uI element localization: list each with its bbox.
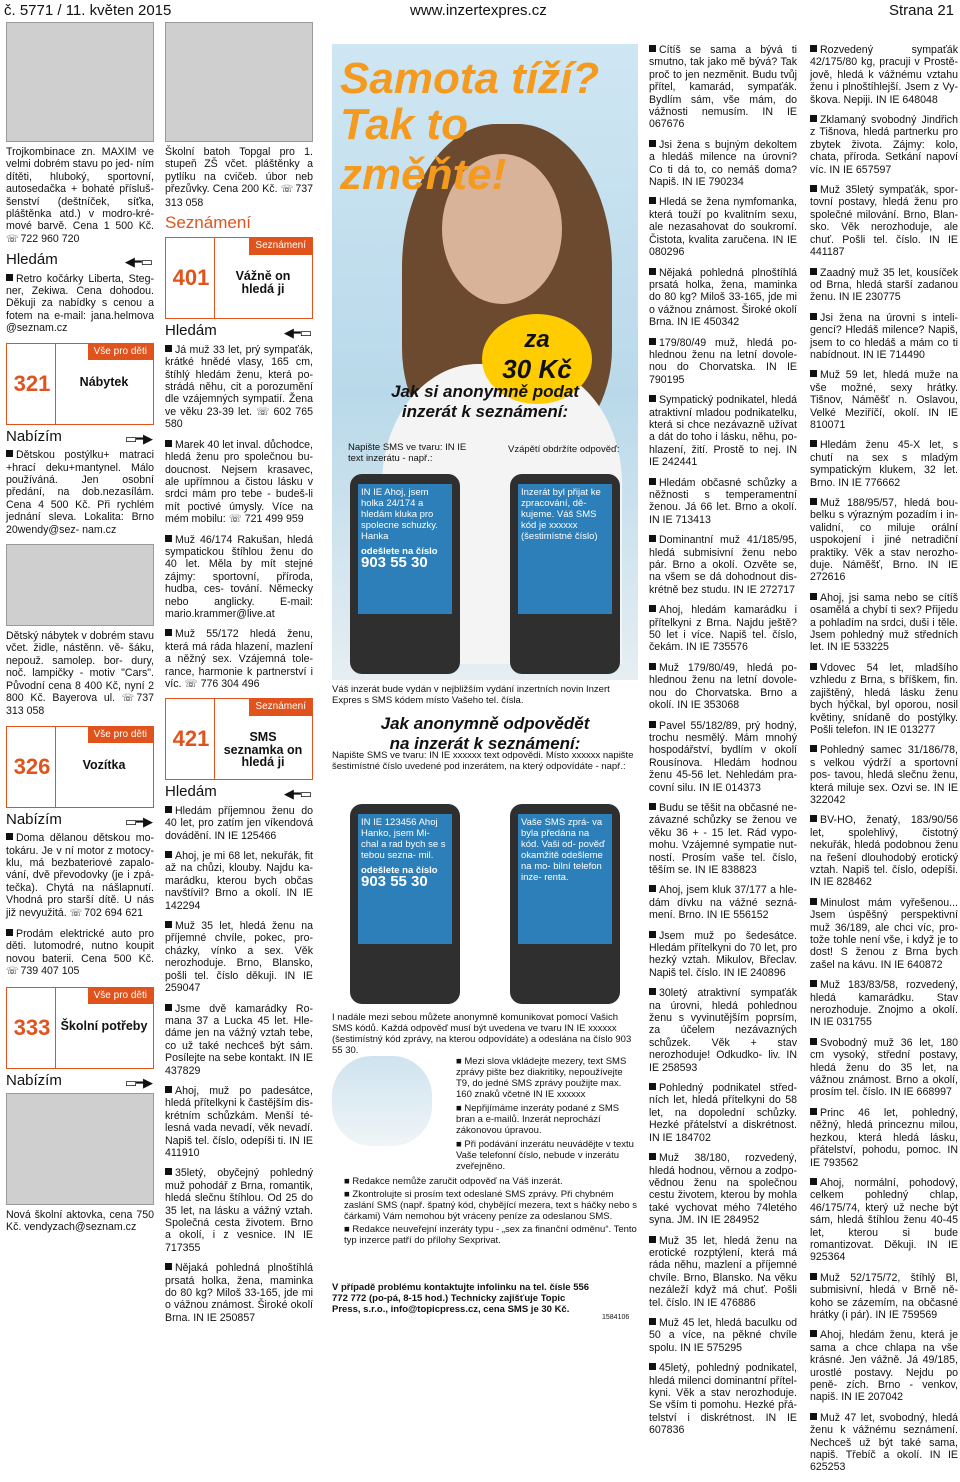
page-header — [0, 0, 960, 22]
arrow-left-icon: ◀━▭ — [283, 325, 311, 341]
furniture-photo — [6, 544, 154, 626]
website-url[interactable]: www.inzertexpres.cz — [410, 2, 547, 19]
rules-list-b: ■ Redakce nemůže zaručit odpověď na Váš inzerát. ■ Zkontrolujte si prosím text odeslané SMS zprávy. Při chybném zaslání SMS (např. špatný kód, chybějící mezera, text s háčky nebo s čárkami) Vám nemohou být vráceny peníze za odeslanou SMS. ■ Redakce neuveřejní inzeráty typu - „sex za finanční odměnu“. Tento typ inzerce patří do přílohy Sexprivat. — [344, 1176, 638, 1246]
ad-kart: Doma dělanou dětskou mo- tokáru. Je v ní motor z motocy- klu, má bezbateriové zapalo- vání, dvě převodovky (je i zpá- tečka). Chytá na nášlapnutí. Vhodná pro starší dítě. U nás již nevyužitá. ☏ 702 694 621 — [6, 832, 154, 919]
column-1 — [6, 30, 154, 1242]
backpack-photo — [165, 22, 313, 142]
rules-photo — [332, 1056, 432, 1146]
personal-ad: Muž 38/180, rozvedený, hledá hodnou, věrnou a zodpo- vědnou ženu na společnou cestu životem, kterou by mohla také vychovat mého 74letého syna. JM. IN IE 284952 — [649, 1152, 797, 1227]
section-hledam-421: Hledám ◀━▭ — [165, 783, 311, 802]
column-4 — [649, 44, 797, 1445]
section-hledam: Hledám ◀━▭ — [6, 251, 152, 270]
personal-ad: Pohledný podnikatel střed- ních let, hledá přítelkyni do 58 let, na dopolední schůzky. Hezké přátelství a diskrétnost. IN IE 184702 — [649, 1082, 797, 1144]
personal-ad: Marek 40 let inval. důchodce, hledá ženu pro společnou bu- doucnost. Nejsem krasavec, ale upřímnou a čistou lásku v srdci mám pro tebe - budeš-li mít poctivé úmysly. Více na mém mobilu: ☏ 721 499 959 — [165, 438, 313, 526]
phone-icon: ☏ — [6, 233, 19, 245]
personal-ad: Muž 47 let, svobodný, hledá ženu k vážnému seznámení. Nechceš už být také sama, napiš. Třebíč a okolí. IN IE 625253 — [810, 1411, 958, 1474]
personal-ad: Muž 55/172 hledá ženu, která má ráda hlazení, mazlení a něžný sex. Vzájemná tole- rance, harmonie k partnerství i víc. ☏ 776 304 496 — [165, 628, 313, 690]
personal-ad: Muž 183/83/58, rozvedený, hledá kamarádku. Stav nerozhoduje. Znojmo a okolí. IN IE 031755 — [810, 979, 958, 1029]
personal-ad: BV-HO, ženatý, 183/90/56 let, spolehlivý, čistotný nekuřák, hledá podobnou ženu na řešení dlouhodobý erotický vztah. Napiš tel. číslo, odepíši. IN IE 828462 — [810, 814, 958, 889]
personal-ad: Zaadný muž 35 let, kousíček od Brna, hledá starší zadanou ženu. IN IE 230775 — [810, 266, 958, 304]
stroller-photo — [6, 22, 154, 142]
personal-ad: Muž 35 let, hledá ženu na erotické rozptýlení, která má ráda něhu, mazlení a příjemné chvíle. Brno, Blansko. Na věku nezáleží když má chuť. Pošli tel. číslo. IN IE 476886 — [649, 1234, 797, 1309]
personal-ad: Jsi žena s bujným dekoltem a hledáš milence na úrovni? Co ti dá to, co nemáš doma? Napiš. IN IE 790234 — [649, 138, 797, 189]
page-number: Strana 21 — [888, 2, 954, 19]
infoline-footer: V případě problému kontaktujte infolinku na tel. čísle 556 772 772 (po-pá, 8-15 hod.) Technicky zajišťuje Topic Press, s.r.o., info@topicpress.cz, cena SMS je 30 Kč. — [332, 1282, 590, 1315]
section-hledam-401: Hledám ◀━▭ — [165, 322, 311, 341]
personal-ad: Muž 46/174 Rakušan, hledá sympatickou štíhlou ženu do 40 let. Měla by mít stejné zájmy: sportovní, příroda, hudba, ces- tování. Německy nebo anglicky. E-mail: mario.krammer@live.at — [165, 533, 313, 620]
personal-ad: Ahoj, normální, pohodový, celkem pohledný chlap, 46/175/74, který už neche být sám, hledá štíhlou ženu 40-45 let, kterou si bude romantizovat. Děkuji. IN IE 925364 — [810, 1176, 958, 1264]
personal-ad: Rozvedený sympaťák 42/175/80 kg, pracuji v Prostě- jově, hledá k vážnému vztahu ženu i plnoštíhlejší. Jsem z Vy- škova. Nepiji. IN IE 648048 — [810, 44, 958, 106]
personal-ad: Ahoj, hledám ženu, která je sama a chce chlapa na vše krásné. Jen vážně. Já 49/185, urostlé postavy. Nejdu po peně- zích. Brno - venkov, napiš. IN IE 207042 — [810, 1329, 958, 1404]
promo-title-2: Tak to změňte! — [340, 100, 507, 199]
reply-instruction: Vzápětí obdržíte odpověď: — [508, 444, 620, 455]
price-badge: za 30 Kč — [482, 314, 592, 404]
personal-ad: Muž 188/95/57, hledá bou- belku s výrazným pozadím i in- validní, co miluje orální uspokojení i jiné netradiční praktiky. Věk a stav nerozho- duje. Náměšť, Brno. IN IE 272616 — [810, 497, 958, 584]
rules-list-a: ■ Mezi slova vkládejte mezery, text SMS zprávy pište bez diakritiky, nepoužívejte T9, do jedné SMS zprávy použijte max. 160 znaků včetně IN IE xxxxxx ■ Nepřijímáme inzeráty podané z SMS bran a e-mailů. Inzerát neprochází zákonovou úpravou. ■ Při podávání inzerátu neuvádějte v textu Vaše telefonní číslo, nebude v inzerátu zveřejněno. — [456, 1056, 634, 1172]
personal-ad: Budu se těšit na občasné ne- závazné schůzky se ženou ve věku 36 + - 15 let. Rád vypo- mohu. Vzájemné sympatie nut- ností. Prosím vaše tel. číslo, těším se. IN IE 838823 — [649, 801, 797, 876]
personal-ad: Svobodný muž 36 let, 180 cm vysoký, střední postavy, hledá ženu do 35 let, na vážnou známost. Brno a okolí, prosím tel. číslo. IN IE 668997 — [810, 1036, 958, 1099]
category-box-333: 333 Vše pro děti Školní potřeby — [6, 987, 154, 1069]
personal-ad: Ahoj, muž po padesátce, hledá přítelkyni k častějším dis- krétním schůzkám. Menší té- lesná vada nevadí, věk nevadí. Napiš tel. číslo, odepíši ti. IN IE 411910 — [165, 1084, 313, 1159]
personal-ad: Muž 35 let, hledá ženu na příjemné chvíle, pokec, pro- cházky, vínko a sex. Věk nerozhoduje. Brno, Blansko, pošli tel. číslo děkuji. IN IE 259047 — [165, 920, 313, 995]
category-box-326: 326 Vše pro děti Vozítka — [6, 726, 154, 808]
personal-ad: 35letý, obyčejný pohledný muž pohodář z Brna, romantik, hledá slečnu štíhlou. Od 25 do 35 let, na lásku a vážný vztah. Společná cesta životem. Brno a okolí, i z vesnice. IN IE 717355 — [165, 1167, 313, 1254]
ad-electric-car: Prodám elektrické auto pro děti. lutomodré, nutno koupit novou baterii. Cena 500 Kč. ☏ 739 407 105 — [6, 928, 154, 978]
personal-ad: Hledám občasné schůzky a něžnosti s temperamentní ženou. Já 66 let. Brno a okolí. IN IE 713413 — [649, 476, 797, 526]
section-title-seznameni: Seznámení — [165, 213, 251, 233]
personal-ad: Hledám příjemnou ženu do 40 let, pro zatím jen víkendová dovádění. IN IE 125466 — [165, 804, 313, 842]
personal-ad: Pohledný samec 31/186/78, s velkou výdrží a sportovní pos- tavou, hledá slečnu ženu, která miluje sex. Ozvi se. IN IE 322042 — [810, 744, 958, 806]
personal-ad: Pavel 55/182/89, prý hodný, trochu nesmělý. Mám mnohý hospodářství, bydlím v okolí Rousínova. Hledám hodnou ženu 45-56 let. Nehledám pra- covní silu. IN IE 014373 — [649, 719, 797, 794]
personal-ad: 30letý atraktivní sympaťák na úrovni, hledá pohlednou ženu s vyvinutějším poprsím, za účelem nezávazných schůzek. Věk + stav nerozhoduje! Odkudko- liv. IN IE 258593 — [649, 987, 797, 1074]
personal-ad: Princ 46 let, pohledný, něžný, hledá princeznu milou, hezkou, která hledá lásku, přátelství, pohodu, pomoc. IN IE 793562 — [810, 1106, 958, 1169]
category-box-401: 401 Seznámení Vážně on hledá ji — [165, 237, 313, 319]
issue-number: č. 5771 / 11. květen 2015 — [4, 2, 172, 19]
how-to-post-title: Jak si anonymně podat inzerát k seznámení: — [391, 382, 579, 421]
publish-note: Váš inzerát bude vydán v nejbližším vydání inzertních novin Inzert Expres s SMS kódem místo Vašeho tel. čísla. — [332, 684, 610, 706]
personal-ad: Jsi žena na úrovni s inteli- gencí? Hledáš milence? Napiš, jsem to co hledáš a mám co ti nabídnout. IN IE 714490 — [810, 311, 958, 361]
personal-ad: Hledám ženu 45-X let, s chutí na sex s mladým sympatickým klukem, 32 let. Brno. IN IE 776662 — [810, 439, 958, 489]
phone-mockup-4: Vaše SMS zprá- va byla předána na kód. Vaši od- pověď okamžitě odešleme na mo- bilní telefon inze- renta. — [510, 804, 620, 1004]
arrow-right-icon: ▭━▶ — [124, 1074, 152, 1090]
arrow-left-icon: ◀━▭ — [124, 254, 152, 270]
post-instruction: Napište SMS ve tvaru: IN IE text inzerátu - např.: — [348, 442, 467, 464]
personal-ad: Cítíš se sama a bývá ti smutno, tak jako mě bývá? Tak proč to jen nezměnit. Budu tvůj přítel, kamarád, sympaťák. Bydlím sám, vše mám, do vážnosti nemusím. IN IE 067676 — [649, 44, 797, 131]
ad-crib: Dětskou postýlku+ matraci +hrací deku+mantynel. Málo používáná. Jen osobní předání, na dob.nezasílám. Cena 4 500 Kč. Při rychlém jednání sleva. Lokalita: Brno 20wendy@sez- nam.cz — [6, 449, 154, 536]
section-nabizim-3: Nabízím ▭━▶ — [6, 1071, 152, 1090]
category-box-421: 421 Seznámení SMS seznamka on hledá ji — [165, 698, 313, 780]
arrow-right-icon: ▭━▶ — [124, 813, 152, 829]
personal-ad: Minulost mám vyřešenou... Jsem úspěšný perspektivní muž 36/189, ale chci víc, pro- tože tohle není vše, i když je to dost! S ženou z Brna bych zašel na kávu. IN IE 640872 — [810, 896, 958, 971]
category-box-321: 321 Vše pro děti Nábytek — [6, 343, 154, 425]
reply-how-text: Napište SMS ve tvaru: IN IE xxxxxx text odpovědi. Místo xxxxxx napište šestimístné číslo uvedené pod inzerátem, na který odpovídáte - např.: — [332, 750, 634, 772]
phone-mockup-3: IN IE 123456 Ahoj Hanko, jsem Mi- chal a rad bych se s tebou sezna- mil. odešlete na číslo 903 55 30 — [350, 804, 460, 1004]
personal-ad: Nějaká pohledná plnoštíhlá prsatá holka, žena, maminka do 80 kg? Miloš 33-165, jde mi o vážnou známost. Široké okolí Brna. IN IE 450342 — [649, 266, 797, 329]
phone-mockup-1: IN IE Ahoj, jsem holka 24/174 a hledám kluka pro spolecne schuzky. Hanka odešlete na číslo 903 55 30 — [350, 474, 460, 674]
column-5 — [810, 44, 958, 1482]
personal-ad: Nějaká pohledná plnoštíhlá prsatá holka, žena, maminka do 80 kg? Miloš 33-165, jde mi o vážnou známost. Široké okolí Brna. IN IE 250857 — [165, 1262, 313, 1324]
personal-ad: Muž 59 let, hledá muže na vše možné, sexy hrátky. Tišnov, Náměšť n. Oslavou, Velké Meziříčí, okolí. IN IE 810071 — [810, 369, 958, 431]
column-2 — [165, 30, 313, 1332]
personal-ad: Vdovec 54 let, mladšího vzhledu z Brna, s bříškem, fin. zajištěný, hledá lásku ženu bych hýčkal, byl oporou, nosil květiny, snídaně do postýlky. Pošli telefon. IN IE 013277 — [810, 661, 958, 736]
personal-ad: Ahoj, jsi sama nebo se cítíš osamělá a chybí ti sex? Přijedu a pohladím na srdci, duši i těle. Jsem pohledný muž středních let. IN IE 533225 — [810, 591, 958, 654]
ad-school-bag: Nová školní aktovka, cena 750 Kč. vendyzach@seznam.cz — [6, 1209, 154, 1234]
arrow-right-icon: ▭━▶ — [124, 430, 152, 446]
phone-mockup-2: Inzerát byl přijat ke zpracování, dě- kujeme. Váš SMS kód je xxxxxx (šestimístné číslo) — [510, 474, 620, 674]
personal-ad: 179/80/49 muž, hledá po- hlednou ženu na letní dovole- nou do Chorvatska. IN IE 790195 — [649, 336, 797, 386]
personal-ad: Muž 52/175/72, štíhlý Bl, submisivní, hledá v Brně ně- koho se zázemím, na občasné hrátky (i pár). IN IE 759569 — [810, 1271, 958, 1321]
section-nabizim: Nabízím ▭━▶ — [6, 427, 152, 446]
personal-ad: Ahoj, je mi 68 let, nekuřák, fit až na chůzi, klouby. Najdu ka- marádku, kterou bych občas navštívil? Brno a okolí. IN IE 142294 — [165, 850, 313, 912]
personal-ad: Dominantní muž 41/185/95, hledá submisivní ženu nebo pár. Brno a okolí. Ozvěte se, na všem se dá dohodnout dis- krétně bez studu. IN IE 272717 — [649, 534, 797, 596]
school-bag-photo — [6, 1093, 154, 1205]
promo-code: 1584106 — [602, 1314, 630, 1321]
personal-ad: Já muž 33 let, prý sympaťák, krátké hnědé vlasy, 165 cm, štíhlý hledám ženu, která po- strádá něhu, cit a porozumění dle vzájemných sympatií. Žena ve věku 23-39 let. ☏ 602 765 580 — [165, 343, 313, 431]
sms-dating-promo — [332, 44, 638, 1326]
personal-ad: Zklamaný svobodný Jindřich z Tišnova, hledá partnerku pro zbytek života. Zájmy: kolo, chata, příroda. Setkání napoví víc. IN IE 657597 — [810, 114, 958, 176]
personal-ad: Muž 179/80/49, hledá po- hlednou ženu na letní dovole- nou do Chorvatska. Brno a okolí. IN IE 353068 — [649, 661, 797, 712]
arrow-left-icon: ◀━▭ — [283, 786, 311, 802]
ad-backpack: Školní batoh Topgal pro 1. stupeň ZŠ včet. pláštěnky a pytlíku na cvičeb. úbor neb přezůvky. Cena 200 Kč. ☏ 737 313 058 — [165, 146, 313, 209]
section-nabizim-2: Nabízím ▭━▶ — [6, 810, 152, 829]
personal-ad: Muž 35letý sympaťák, spor- tovní postavy, hledá ženu pro společné milování. Brno, Blan- sko. Věk nerozhoduje, ale chuť. Pošli tel. číslo. IN IE 441187 — [810, 184, 958, 259]
personal-ad: Hledá se žena nymfomanka, která touží po kvalitním sexu, ale nezasahovat do soukromí. Čistota, kvalita zaručena. IN IE 080296 — [649, 196, 797, 259]
how-to-reply-title: Jak anonymně odpovědět na inzerát k seznámení: — [380, 714, 590, 753]
personal-ad: Ahoj, hledám kamarádku i přítelkyni z Brna. Najdu ještě? 50 let i více. Napiš tel. číslo, čekám. IN IE 735576 — [649, 604, 797, 654]
personal-ad: Jsme dvě kamarádky Ro- mana 37 a Lucka 45 let. Hle- dáme jen na vážný vztah tebe, co už také nechceš být sám. Posílejte na sebe kontakt. IN IE 437829 — [165, 1002, 313, 1077]
ad-retro-strollers: Retro kočárky Liberta, Steg- ner, Zekiwa. Cena dohodou. Děkuji za nabídky s cenou a fotem na e-mail: jana.helmova @seznam.cz — [6, 272, 154, 335]
ad-kids-furniture: Dětský nábytek v dobrém stavu včet. židle, nástěnn. vě- šáku, nepouž. samolep. bor- dury, noč. lampičky - motiv "Cars". Původní cena 8 400 Kč, nyní 2 800 Kč. Bayerova ul. ☏ 737 313 058 — [6, 629, 154, 718]
personal-ad: Ahoj, jsem kluk 37/177 a hle- dám dívku na vážné sezná- mení. Brno. IN IE 556152 — [649, 884, 797, 922]
ad-stroller: Trojkombinace zn. MAXIM ve velmi dobrém stavu po jed- ním dítěti, hluboký, sportovní, autosedačka + bohaté přísluš- šenství (deštníček, síťka, pláštěnka atd.) v modro-kré- mové barvě. Cena 1 500 Kč. ☏ 722 960 720 — [6, 146, 154, 245]
personal-ad: Sympatický podnikatel, hledá atraktivní mladou podnikatelku, která si chce nezávazně užívat a dát do toho i lásku, něhu, po- hlazení, žití. Prostě to nej. IN IE 242441 — [649, 394, 797, 469]
promo-title-1: Samota tíží? — [340, 54, 600, 103]
personal-ad: Jsem muž po šedesátce. Hledám přítelkyni do 70 let, pro hezký vztah. Mikulov, Břeclav. Napiš tel. číslo. IN IE 240896 — [649, 929, 797, 979]
personal-ad: Muž 45 let, hledá baculku od 50 a více, na pěkné chvíle spolu. IN IE 575295 — [649, 1316, 797, 1354]
communication-note: I nadále mezi sebou můžete anonymně komunikovat pomocí Vašich SMS kódů. Každá odpověď musí být uvedena ve tvaru IN IE xxxxxx (šestimístný kód zprávy, na kterou odpovídáte) a odeslána na číslo 903 55 30. — [332, 1012, 632, 1056]
personal-ad: 45letý, pohledný podnikatel, hledá milenci dominantní přítel- kyni. Věk a stav nerozhoduje. Se vším ti pomohu. Hezké přá- telství i diskrétnost. IN IE 607836 — [649, 1362, 797, 1437]
